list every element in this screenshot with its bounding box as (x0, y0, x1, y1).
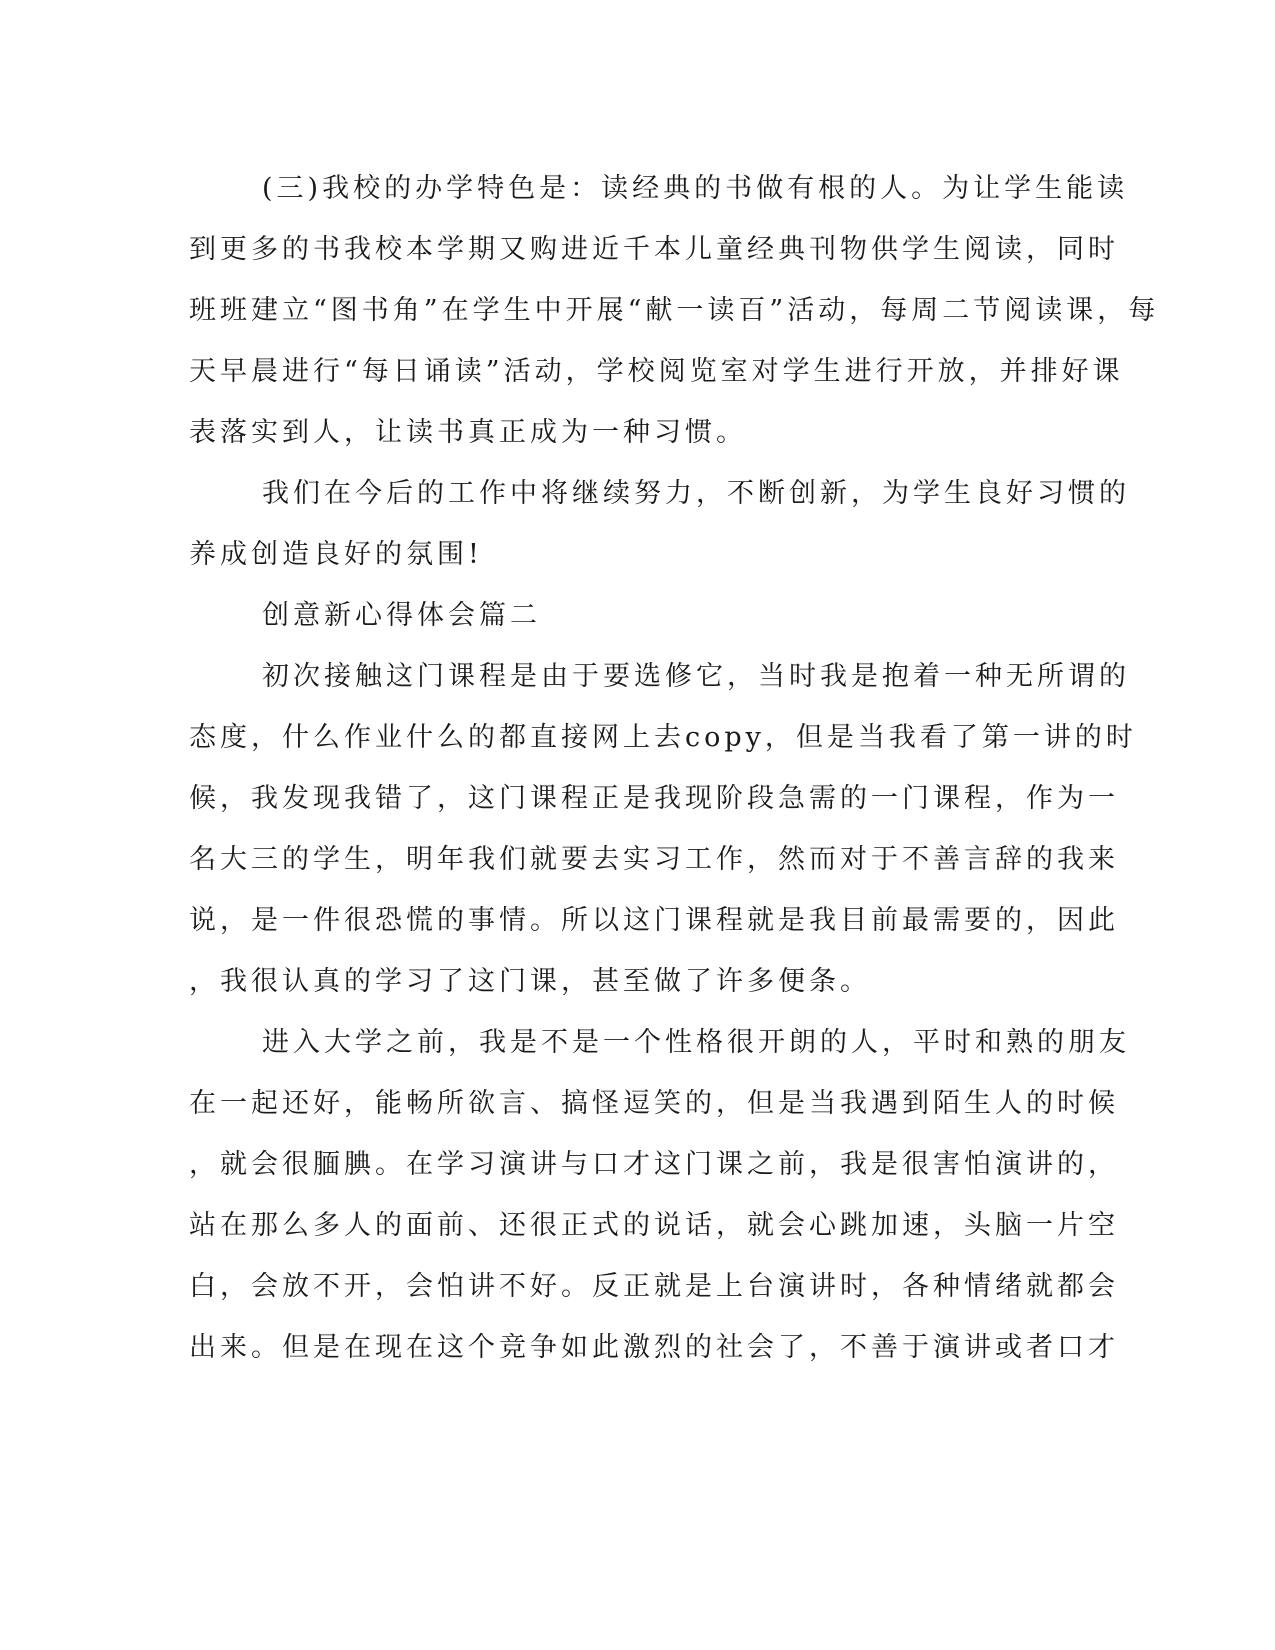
document-body (189, 158, 1160, 1378)
text-line: ，就会很腼腆。在学习演讲与口才这门课之前，我是很害怕演讲的， (189, 1149, 1119, 1180)
text-line: 表落实到人，让读书真正成为一种习惯。 (189, 417, 747, 448)
text-line: 初次接触这门课程是由于要选修它，当时我是抱着一种无所谓的 (262, 661, 1130, 692)
text-line: 说，是一件很恐慌的事情。所以这门课程就是我目前最需要的，因此 (189, 905, 1119, 936)
paragraph-before-university (189, 1012, 1130, 1378)
text-line: 白，会放不开，会怕讲不好。反正就是上台演讲时，各种情绪就都会 (189, 1271, 1119, 1302)
text-line: 出来。但是在现在这个竞争如此激烈的社会了，不善于演讲或者口才 (189, 1332, 1119, 1363)
text-line: 天早晨进行“每日诵读”活动，学校阅览室对学生进行开放，并排好课 (189, 356, 1124, 387)
paragraph-future-work (189, 463, 1130, 585)
text-line: (三)我校的办学特色是：读经典的书做有根的人。为让学生能读 (262, 173, 1129, 204)
text-line: 到更多的书我校本学期又购进近千本儿童经典刊物供学生阅读，同时 (189, 234, 1119, 265)
text-line: 站在那么多人的面前、还很正式的说话，就会心跳加速，头脑一片空 (189, 1210, 1119, 1241)
text-line: 我们在今后的工作中将继续努力，不断创新，为学生良好习惯的 (262, 478, 1130, 509)
text-line: 在一起还好，能畅所欲言、搞怪逗笑的，但是当我遇到陌生人的时候 (189, 1088, 1119, 1119)
text-line: 班班建立“图书角”在学生中开展“献一读百”活动，每周二节阅读课，每 (189, 295, 1160, 326)
section-heading (189, 585, 1084, 646)
text-line: 名大三的学生，明年我们就要去实习工作，然而对于不善言辞的我来 (189, 844, 1119, 875)
text-line: 态度，什么作业什么的都直接网上去copy，但是当我看了第一讲的时 (189, 722, 1137, 753)
heading-text: 创意新心得体会篇二 (262, 600, 541, 631)
text-line: 进入大学之前，我是不是一个性格很开朗的人，平时和熟的朋友 (262, 1027, 1130, 1058)
text-line: 候，我发现我错了，这门课程正是我现阶段急需的一门课程，作为一 (189, 783, 1119, 814)
text-line: ，我很认真的学习了这门课，甚至做了许多便条。 (189, 966, 871, 997)
text-line: 养成创造良好的氛围! (189, 539, 483, 570)
paragraph-first-contact (189, 646, 1137, 1012)
paragraph-school-features (189, 158, 1160, 463)
